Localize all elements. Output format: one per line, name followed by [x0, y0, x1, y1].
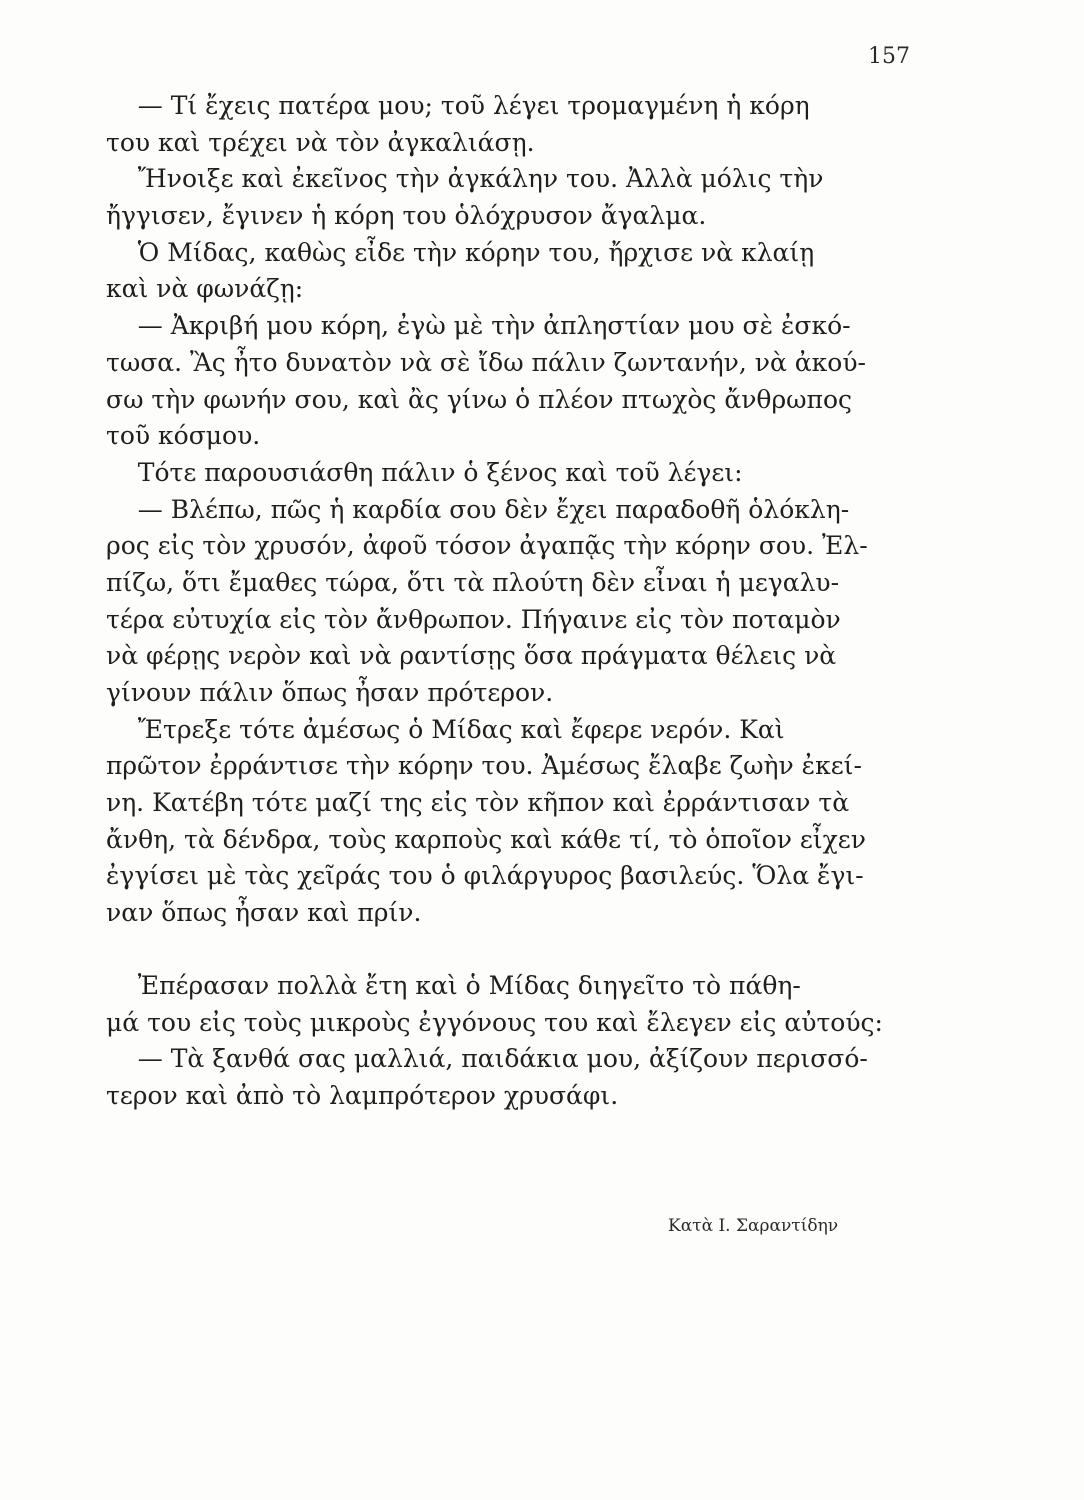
text-line: νὰ φέρῃς νερὸν καὶ νὰ ραντίσῃς ὅσα πράγματα θέλεις νὰ: [106, 641, 837, 671]
text-line: νη. Κατέβη τότε μαζί της εἰς τὸν κῆπον καὶ ἐρράντισαν τὰ: [106, 788, 850, 818]
text-line: — Τὰ ξανθά σας μαλλιά, παιδάκια μου, ἀξίζουν περισσό-: [106, 1044, 868, 1074]
section-gap: [106, 932, 928, 968]
text-line: Ἤνοιξε καὶ ἐκεῖνος τὴν ἀγκάλην του. Ἀλλὰ μόλις τὴν: [106, 164, 824, 194]
story-text: [106, 88, 928, 1115]
text-line: πρῶτον ἐρράντισε τὴν κόρην του. Ἀμέσως ἔλαβε ζωὴν ἐκεί-: [106, 751, 862, 781]
text-line: τερον καὶ ἀπὸ τὸ λαμπρότερον χρυσάφι.: [106, 1080, 619, 1110]
text-line: τέρα εὐτυχία εἰς τὸν ἄνθρωπον. Πήγαινε εἰς τὸν ποταμὸν: [106, 604, 841, 634]
text-line: μά του εἰς τοὺς μικροὺς ἐγγόνους του καὶ ἔλεγεν εἰς αὐτούς:: [106, 1007, 883, 1037]
author-attribution: Κατὰ Ι. Σαραντίδην: [668, 1216, 839, 1236]
text-line: Τότε παρουσιάσθη πάλιν ὁ ξένος καὶ τοῦ λέγει:: [106, 457, 743, 487]
text-line: ρος εἰς τὸν χρυσόν, ἀφοῦ τόσον ἀγαπᾷς τὴν κόρην σου. Ἐλ-: [106, 531, 868, 561]
text-line: Ἔτρεξε τότε ἀμέσως ὁ Μίδας καὶ ἔφερε νερόν. Καὶ: [106, 714, 785, 744]
text-line: πίζω, ὅτι ἔμαθες τώρα, ὅτι τὰ πλούτη δὲν εἶναι ἡ μεγαλυ-: [106, 567, 840, 597]
text-line: τοῦ κόσμου.: [106, 421, 261, 451]
text-line: — Τί ἔχεις πατέρα μου; τοῦ λέγει τρομαγμένη ἡ κόρη: [106, 91, 810, 120]
text-line: γίνουν πάλιν ὅπως ἦσαν πρότερον.: [106, 678, 554, 707]
text-line: ναν ὅπως ἦσαν καὶ πρίν.: [106, 898, 422, 928]
text-line: ἤγγισεν, ἔγινεν ἡ κόρη του ὁλόχρυσον ἄγαλμα.: [106, 201, 707, 231]
text-line: καὶ νὰ φωνάζῃ:: [106, 274, 304, 304]
text-line: ἄνθη, τὰ δένδρα, τοὺς καρποὺς καὶ κάθε τί, τὸ ὁποῖον εἶχεν: [106, 824, 866, 854]
text-line: — Ἀκριβή μου κόρη, ἐγὼ μὲ τὴν ἀπληστίαν μου σὲ ἐσκό-: [106, 311, 851, 341]
text-line: του καὶ τρέχει νὰ τὸν ἀγκαλιάσῃ.: [106, 127, 535, 157]
text-line: Ἐπέρασαν πολλὰ ἔτη καὶ ὁ Μίδας διηγεῖτο τὸ πάθη-: [106, 970, 801, 1000]
text-line: Ὁ Μίδας, καθὼς εἶδε τὴν κόρην του, ἤρχισε νὰ κλαίῃ: [106, 237, 815, 267]
text-line: σω τὴν φωνήν σου, καὶ ἂς γίνω ὁ πλέον πτωχὸς ἄνθρωπος: [106, 384, 853, 414]
text-line: — Βλέπω, πῶς ἡ καρδία σου δὲν ἔχει παραδοθῆ ὁλόκλη-: [106, 494, 850, 524]
page-number: 157: [868, 44, 910, 69]
text-line: ἐγγίσει μὲ τὰς χεῖράς του ὁ φιλάργυρος βασιλεύς. Ὅλα ἔγι-: [106, 861, 864, 891]
text-line: τωσα. Ἂς ἦτο δυνατὸν νὰ σὲ ἴδω πάλιν ζωντανήν, νὰ ἀκού-: [106, 347, 866, 377]
